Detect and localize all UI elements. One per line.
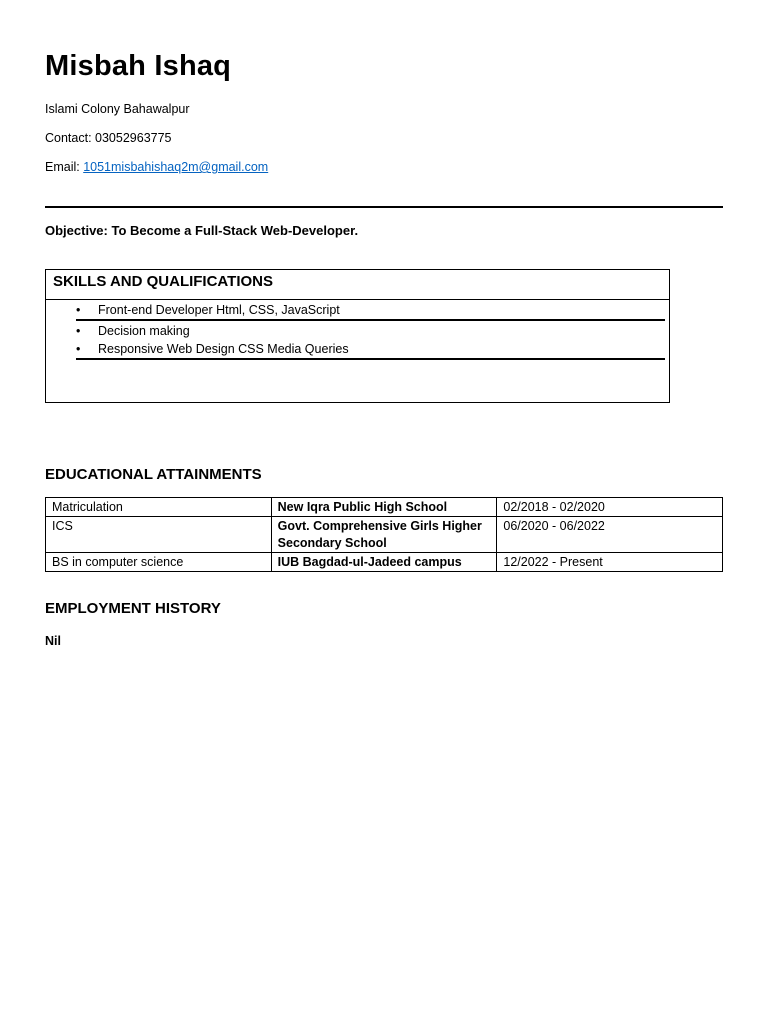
skill-divider (76, 358, 665, 360)
email-label: Email: (45, 160, 84, 174)
skills-heading-divider (46, 299, 669, 300)
employment-value: Nil (45, 634, 61, 648)
table-row (46, 553, 723, 572)
degree-cell: Matriculation (46, 498, 272, 517)
contact-number: Contact: 03052963775 (45, 131, 172, 145)
address: Islami Colony Bahawalpur (45, 102, 190, 116)
bullet-icon: • (76, 324, 81, 338)
bullet-icon: • (76, 342, 81, 356)
institution-cell: Govt. Comprehensive Girls Higher Secondary School (271, 517, 497, 553)
institution-cell: IUB Bagdad-ul-Jadeed campus (271, 553, 497, 572)
skills-section (45, 269, 670, 403)
skill-divider (76, 319, 665, 321)
email-line (45, 160, 268, 174)
header-divider (45, 206, 723, 208)
institution-cell: New Iqra Public High School (271, 498, 497, 517)
table-row (46, 517, 723, 553)
employment-heading: EMPLOYMENT HISTORY (45, 600, 221, 617)
table-row (46, 498, 723, 517)
degree-cell: BS in computer science (46, 553, 272, 572)
education-table (45, 497, 723, 572)
email-link[interactable]: 1051misbahishaq2m@gmail.com (83, 160, 269, 174)
education-heading: EDUCATIONAL ATTAINMENTS (45, 466, 262, 483)
period-cell: 02/2018 - 02/2020 (497, 498, 723, 517)
skill-label: Responsive Web Design CSS Media Queries (98, 342, 349, 356)
skill-label: Front-end Developer Html, CSS, JavaScript (98, 303, 340, 317)
candidate-name: Misbah Ishaq (45, 50, 232, 82)
degree-cell: ICS (46, 517, 272, 553)
skill-label: Decision making (98, 324, 190, 338)
objective: Objective: To Become a Full-Stack Web-Developer. (45, 223, 359, 238)
period-cell: 06/2020 - 06/2022 (497, 517, 723, 553)
period-cell: 12/2022 - Present (497, 553, 723, 572)
skills-heading: SKILLS AND QUALIFICATIONS (53, 273, 273, 290)
bullet-icon: • (76, 303, 81, 317)
